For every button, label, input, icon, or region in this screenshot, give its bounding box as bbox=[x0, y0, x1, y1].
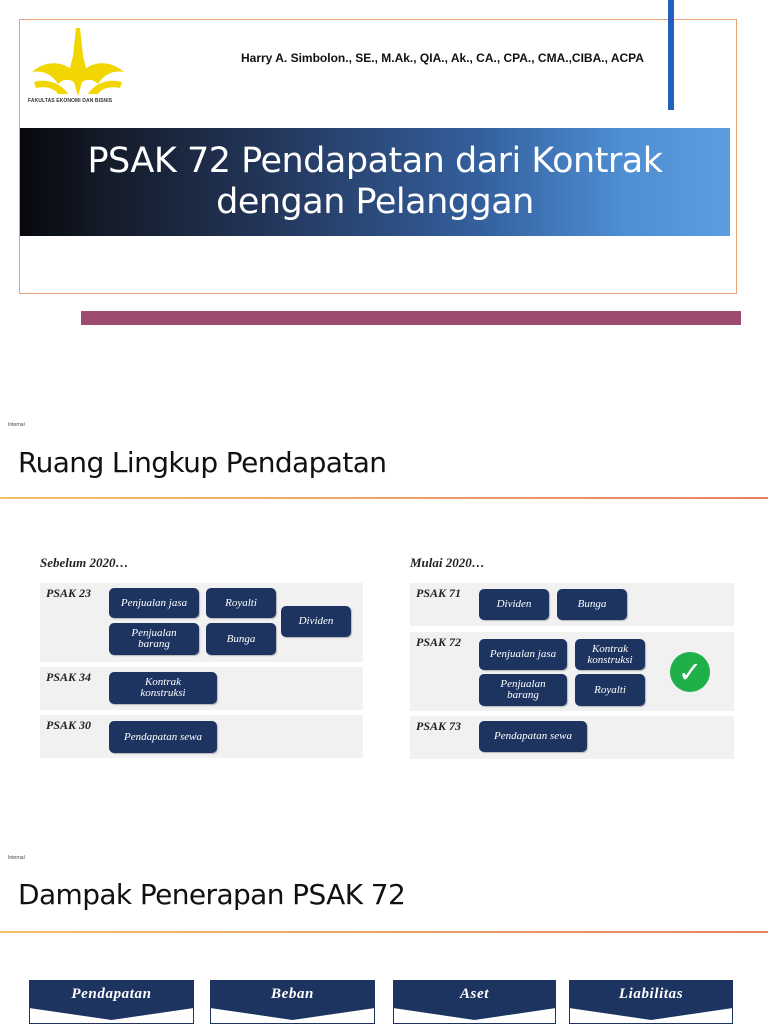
revenue-chip: Dividen bbox=[479, 589, 549, 620]
psak-label: PSAK 73 bbox=[416, 719, 462, 733]
revenue-chip: Kontrak konstruksi bbox=[575, 639, 645, 670]
impact-category-label: Aset bbox=[459, 986, 490, 1002]
revenue-chip: Bunga bbox=[557, 589, 627, 620]
accent-blue-bar bbox=[668, 0, 674, 110]
revenue-chip: Dividen bbox=[281, 606, 351, 637]
check-circle-icon: ✓ bbox=[670, 652, 710, 692]
revenue-chip: Penjualan jasa bbox=[479, 639, 567, 670]
psak-label: PSAK 30 bbox=[46, 718, 92, 732]
revenue-chip: Penjualan jasa bbox=[109, 588, 199, 618]
slide-title: Dampak Penerapan PSAK 72 bbox=[18, 878, 406, 911]
title-divider bbox=[0, 931, 768, 933]
slide-title: Ruang Lingkup Pendapatan bbox=[18, 446, 387, 479]
internal-tag: Internal bbox=[8, 422, 25, 428]
psak-label: PSAK 34 bbox=[46, 670, 92, 684]
revenue-chip: Penjualan barang bbox=[109, 623, 199, 655]
psak-label: PSAK 23 bbox=[46, 586, 92, 600]
impact-card bbox=[210, 980, 375, 1024]
author-name: Harry A. Simbolon., SE., M.Ak., QIA., Ak., CA., CPA., CMA.,CIBA., ACPA bbox=[241, 51, 644, 65]
revenue-chip: Royalti bbox=[206, 588, 276, 618]
before-heading: Sebelum 2020… bbox=[40, 555, 129, 570]
impact-card bbox=[393, 980, 556, 1024]
impact-category-label: Liabilitas bbox=[618, 986, 684, 1002]
logo-caption: FAKULTAS EKONOMI DAN BISNIS bbox=[28, 98, 113, 104]
revenue-chip: Pendapatan sewa bbox=[109, 721, 217, 753]
revenue-chip: Royalti bbox=[575, 674, 645, 706]
title-banner bbox=[20, 128, 730, 236]
impact-category-label: Beban bbox=[270, 986, 314, 1002]
revenue-chip: Kontrak konstruksi bbox=[109, 672, 217, 704]
title-line-2: dengan Pelanggan bbox=[216, 182, 534, 222]
after-heading: Mulai 2020… bbox=[410, 555, 485, 570]
revenue-chip: Penjualan barang bbox=[479, 674, 567, 706]
impact-card bbox=[29, 980, 194, 1024]
title-divider bbox=[0, 497, 768, 499]
maroon-accent-bar bbox=[81, 311, 741, 325]
psak-label: PSAK 71 bbox=[416, 586, 462, 600]
title-line-1: PSAK 72 Pendapatan dari Kontrak bbox=[87, 141, 663, 181]
revenue-chip: Bunga bbox=[206, 623, 276, 655]
internal-tag: Internal bbox=[8, 855, 25, 861]
presentation-title bbox=[87, 141, 662, 223]
revenue-chip: Pendapatan sewa bbox=[479, 721, 587, 752]
impact-category-label: Pendapatan bbox=[71, 986, 152, 1002]
impact-card bbox=[569, 980, 733, 1024]
psak-label: PSAK 72 bbox=[416, 635, 462, 649]
